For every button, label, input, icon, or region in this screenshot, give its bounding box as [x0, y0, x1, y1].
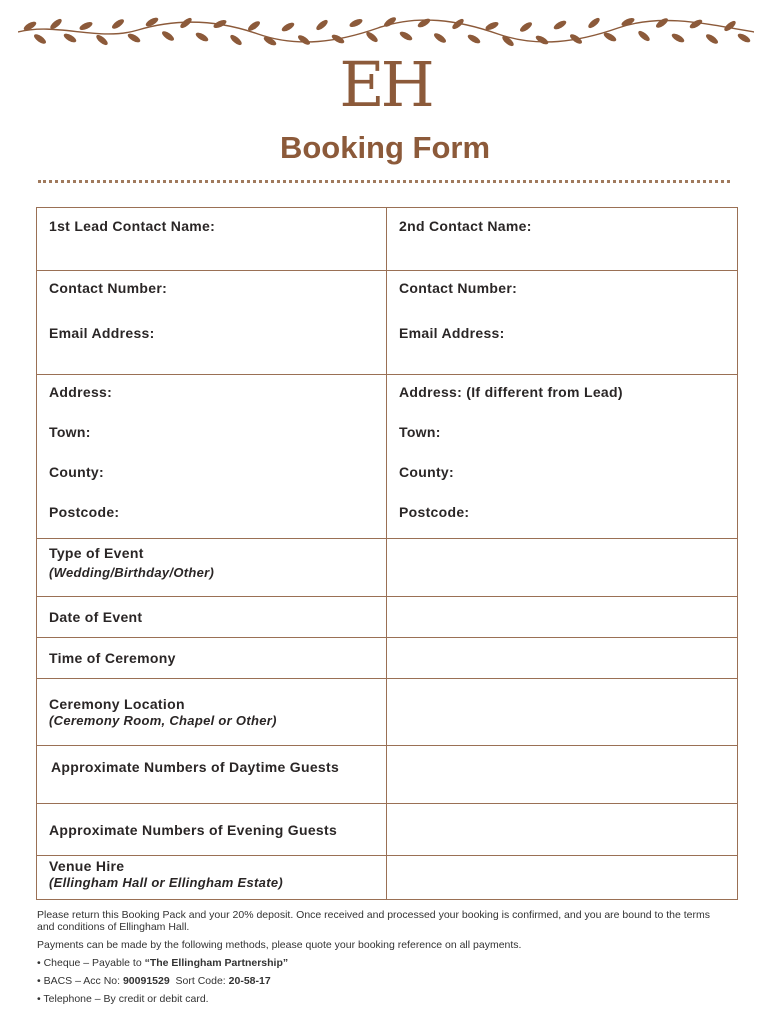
- ceremony-time-label-cell: [37, 638, 387, 679]
- second-postcode-label: Postcode:: [399, 504, 470, 520]
- lead-email-label: Email Address:: [49, 325, 155, 341]
- dotted-divider: [38, 180, 730, 183]
- event-date-label: Date of Event: [49, 609, 143, 625]
- ceremony-time-row: [37, 638, 738, 679]
- daytime-guests-input[interactable]: [387, 746, 738, 804]
- cheque-line: [37, 957, 727, 969]
- second-contact-number-label: Contact Number:: [399, 280, 518, 296]
- booking-form-table: [36, 207, 738, 900]
- bacs-sort-label: Sort Code:: [169, 975, 229, 987]
- lead-address-field[interactable]: [37, 375, 387, 539]
- return-note: Please return this Booking Pack and your 20% deposit. Once received and processed your booking is confirmed, and you are bound to the terms and conditions of Ellingham Hall.: [37, 909, 710, 933]
- lead-contact-details-field[interactable]: [37, 271, 387, 375]
- event-date-label-cell: [37, 597, 387, 638]
- logo-monogram: EH: [339, 48, 431, 121]
- lead-contact-number-label: Contact Number:: [49, 280, 168, 296]
- lead-contact-name-label: 1st Lead Contact Name:: [49, 218, 216, 234]
- event-type-label-cell: [37, 539, 387, 597]
- lead-contact-name-field[interactable]: [37, 208, 387, 271]
- footer-notes: [37, 909, 727, 1011]
- evening-guests-input[interactable]: [387, 804, 738, 856]
- second-address-label: Address: (If different from Lead): [399, 384, 623, 400]
- address-row: [37, 375, 738, 539]
- second-contact-name-field[interactable]: [387, 208, 738, 271]
- contact-details-row: [37, 271, 738, 375]
- ceremony-location-input[interactable]: [387, 679, 738, 746]
- bacs-prefix: • BACS – Acc No:: [37, 975, 123, 987]
- event-type-label: Type of Event: [49, 545, 144, 561]
- event-type-row: [37, 539, 738, 597]
- event-type-input[interactable]: [387, 539, 738, 597]
- bacs-line: [37, 975, 727, 987]
- lead-postcode-label: Postcode:: [49, 504, 120, 520]
- second-contact-name-label: 2nd Contact Name:: [399, 218, 532, 234]
- event-type-hint: (Wedding/Birthday/Other): [49, 565, 215, 580]
- second-address-field[interactable]: [387, 375, 738, 539]
- ceremony-location-row: [37, 679, 738, 746]
- payment-note: Payments can be made by the following methods, please quote your booking reference on all payments.: [37, 939, 522, 951]
- evening-guests-row: [37, 804, 738, 856]
- second-email-label: Email Address:: [399, 325, 505, 341]
- daytime-guests-label-cell: [37, 746, 387, 804]
- venue-hire-label: Venue Hire: [49, 858, 125, 874]
- evening-guests-label: Approximate Numbers of Evening Guests: [49, 821, 338, 838]
- event-date-input[interactable]: [387, 597, 738, 638]
- names-row: [37, 208, 738, 271]
- leaf-border-decoration: [18, 12, 754, 52]
- lead-town-label: Town:: [49, 424, 91, 440]
- page-title: Booking Form: [279, 130, 491, 165]
- bacs-sort-code: 20-58-17: [228, 975, 271, 987]
- venue-hire-input[interactable]: [387, 856, 738, 900]
- telephone-line: • Telephone – By credit or debit card.: [37, 993, 209, 1005]
- ceremony-time-input[interactable]: [387, 638, 738, 679]
- cheque-payee: “The Ellingham Partnership”: [144, 957, 289, 969]
- event-date-row: [37, 597, 738, 638]
- ceremony-location-hint: (Ceremony Room, Chapel or Other): [49, 713, 277, 728]
- cheque-prefix: • Cheque – Payable to: [37, 957, 145, 969]
- second-contact-details-field[interactable]: [387, 271, 738, 375]
- venue-hire-hint: (Ellingham Hall or Ellingham Estate): [49, 875, 284, 890]
- bacs-account: 90091529: [122, 975, 170, 987]
- ceremony-location-label: Ceremony Location: [49, 696, 185, 712]
- ceremony-time-label: Time of Ceremony: [49, 650, 176, 666]
- evening-guests-label-cell: [37, 804, 387, 856]
- venue-hire-row: [37, 856, 738, 900]
- lead-county-label: County:: [49, 464, 104, 480]
- second-town-label: Town:: [399, 424, 441, 440]
- daytime-guests-label: Approximate Numbers of Daytime Guests: [51, 759, 340, 775]
- lead-address-label: Address:: [49, 384, 113, 400]
- venue-hire-label-cell: [37, 856, 387, 900]
- ceremony-location-label-cell: [37, 679, 387, 746]
- second-county-label: County:: [399, 464, 454, 480]
- daytime-guests-row: [37, 746, 738, 804]
